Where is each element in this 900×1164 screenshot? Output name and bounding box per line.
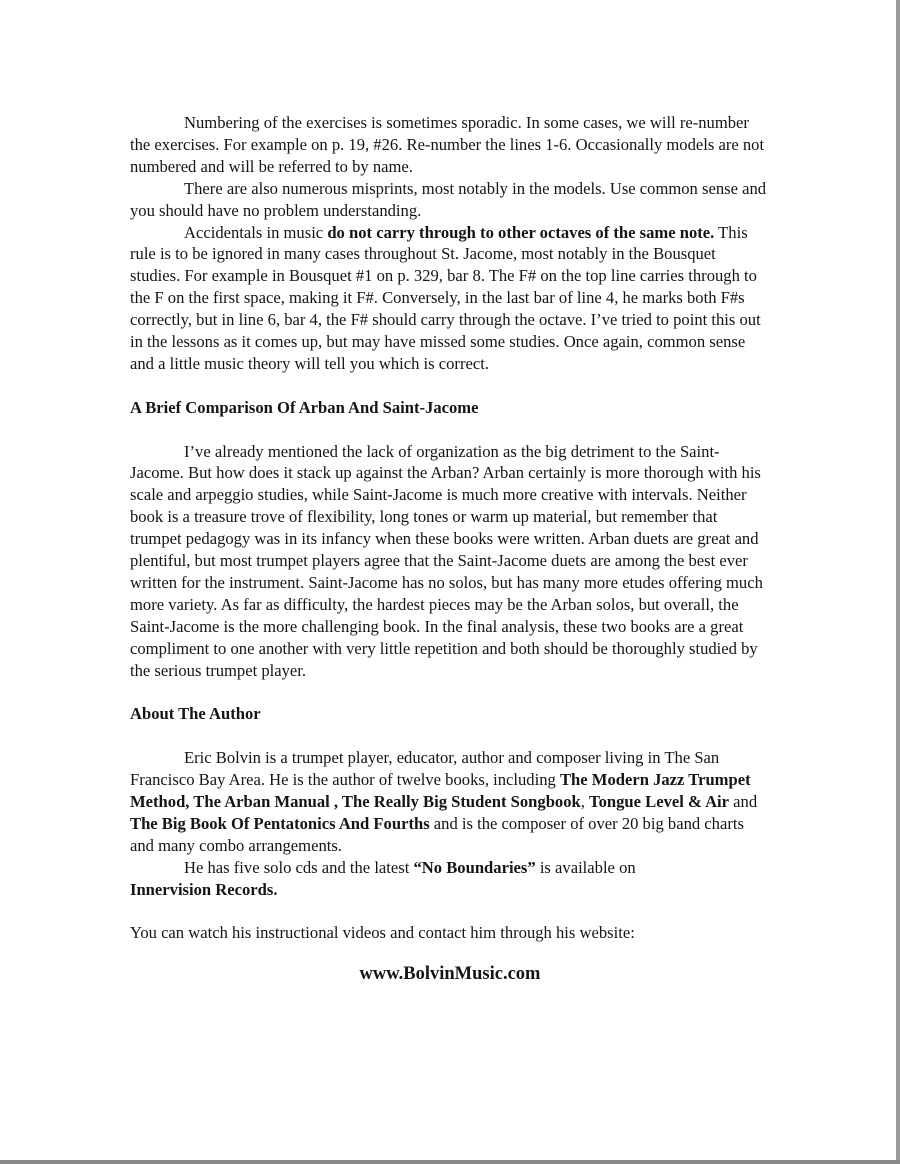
bio-separator: , <box>580 792 590 812</box>
spacer <box>130 419 770 441</box>
intro-paragraph-accidentals <box>130 222 770 375</box>
cds-lead-text: He has five solo cds and the latest <box>184 857 414 877</box>
scan-edge-bottom <box>0 1160 900 1164</box>
scan-edge-right <box>896 0 900 1164</box>
website-intro-text: You can watch his instructional videos and contact him through his website: <box>130 923 635 943</box>
accidentals-bold-rule: do not carry through to other octaves of the same note. <box>327 222 715 242</box>
cds-mid-text: is available on <box>535 857 636 877</box>
spacer <box>130 682 770 704</box>
bio-separator-and: and <box>729 792 758 812</box>
record-label: Innervision Records. <box>130 879 278 899</box>
intro-paragraph-misprints: There are also numerous misprints, most notably in the models. Use common sense and you should have no problem understanding. <box>130 178 767 220</box>
bio-book-pentatonics: The Big Book Of Pentatonics And Fourths <box>130 813 430 833</box>
author-heading: About The Author <box>130 704 261 724</box>
bio-end-text: and is the composer of over 20 big band charts and many combo arrangements. <box>130 813 744 855</box>
accidentals-lead-text: Accidentals in music <box>184 222 328 242</box>
bio-book-tongue-level: Tongue Level & Air <box>589 792 730 812</box>
intro-paragraph-numbering: Numbering of the exercises is sometimes sporadic. In some cases, we will re-number the exercises. For example on p. 19, #26. Re-number the lines 1-6. Occasionally models are not numbered and will be referred to by name. <box>130 113 765 176</box>
author-bio-paragraph <box>130 747 770 857</box>
website-link[interactable]: www.BolvinMusic.com <box>359 964 541 985</box>
bio-book-titles: The Modern Jazz Trumpet Method, The Arban Manual , The Really Big Student Songbook <box>130 770 751 812</box>
comparison-paragraph: I’ve already mentioned the lack of organization as the big detriment to the Saint-Jacome. But how does it stack up against the Arban? Arban certainly is more thorough with his scale and arpeggio studies, while Saint-Jacome is much more creative with intervals. Neither book is a treasure trove of flexibility, long tones or warm up material, but remember that trumpet pedagogy was in its infancy when these books were written. Arban duets are great and plentiful, but most trumpet players agree that the Saint-Jacome duets are among the best ever written for the instrument. Saint-Jacome has no solos, but has many more etudes offering much more variety. As far as difficulty, the hardest pieces may be the Arban solos, but overall, the Saint-Jacome is the more challenging book. In the final analysis, these two books are a great compliment to one another with very little repetition and both should be thoroughly studied by the serious trumpet player. <box>130 441 763 680</box>
comparison-heading: A Brief Comparison Of Arban And Saint-Jacome <box>130 397 479 417</box>
page-content <box>130 112 770 986</box>
spacer <box>130 901 770 923</box>
album-title: “No Boundaries” <box>413 857 536 877</box>
author-cds-paragraph <box>130 857 770 901</box>
accidentals-rest-text: This rule is to be ignored in many cases throughout St. Jacome, most notably in the Bousquet studies. For example in Bousquet #1 on p. 329, bar 8. The F# on the top line carries through to the F on the first space, making it F#. Conversely, in the last bar of line 4, he marks both F#s correctly, but in line 6, bar 4, the F# should carry through the octave. I’ve tried to point this out in the lessons as it comes up, but may have missed some studies. Once again, common sense and a little music theory will tell you which is correct. <box>130 222 761 373</box>
spacer <box>130 725 770 747</box>
spacer <box>130 375 770 397</box>
bio-lead-text: Eric Bolvin is a trumpet player, educator, author and composer living in The San Francisco Bay Area. He is the author of twelve books, including <box>130 748 720 790</box>
